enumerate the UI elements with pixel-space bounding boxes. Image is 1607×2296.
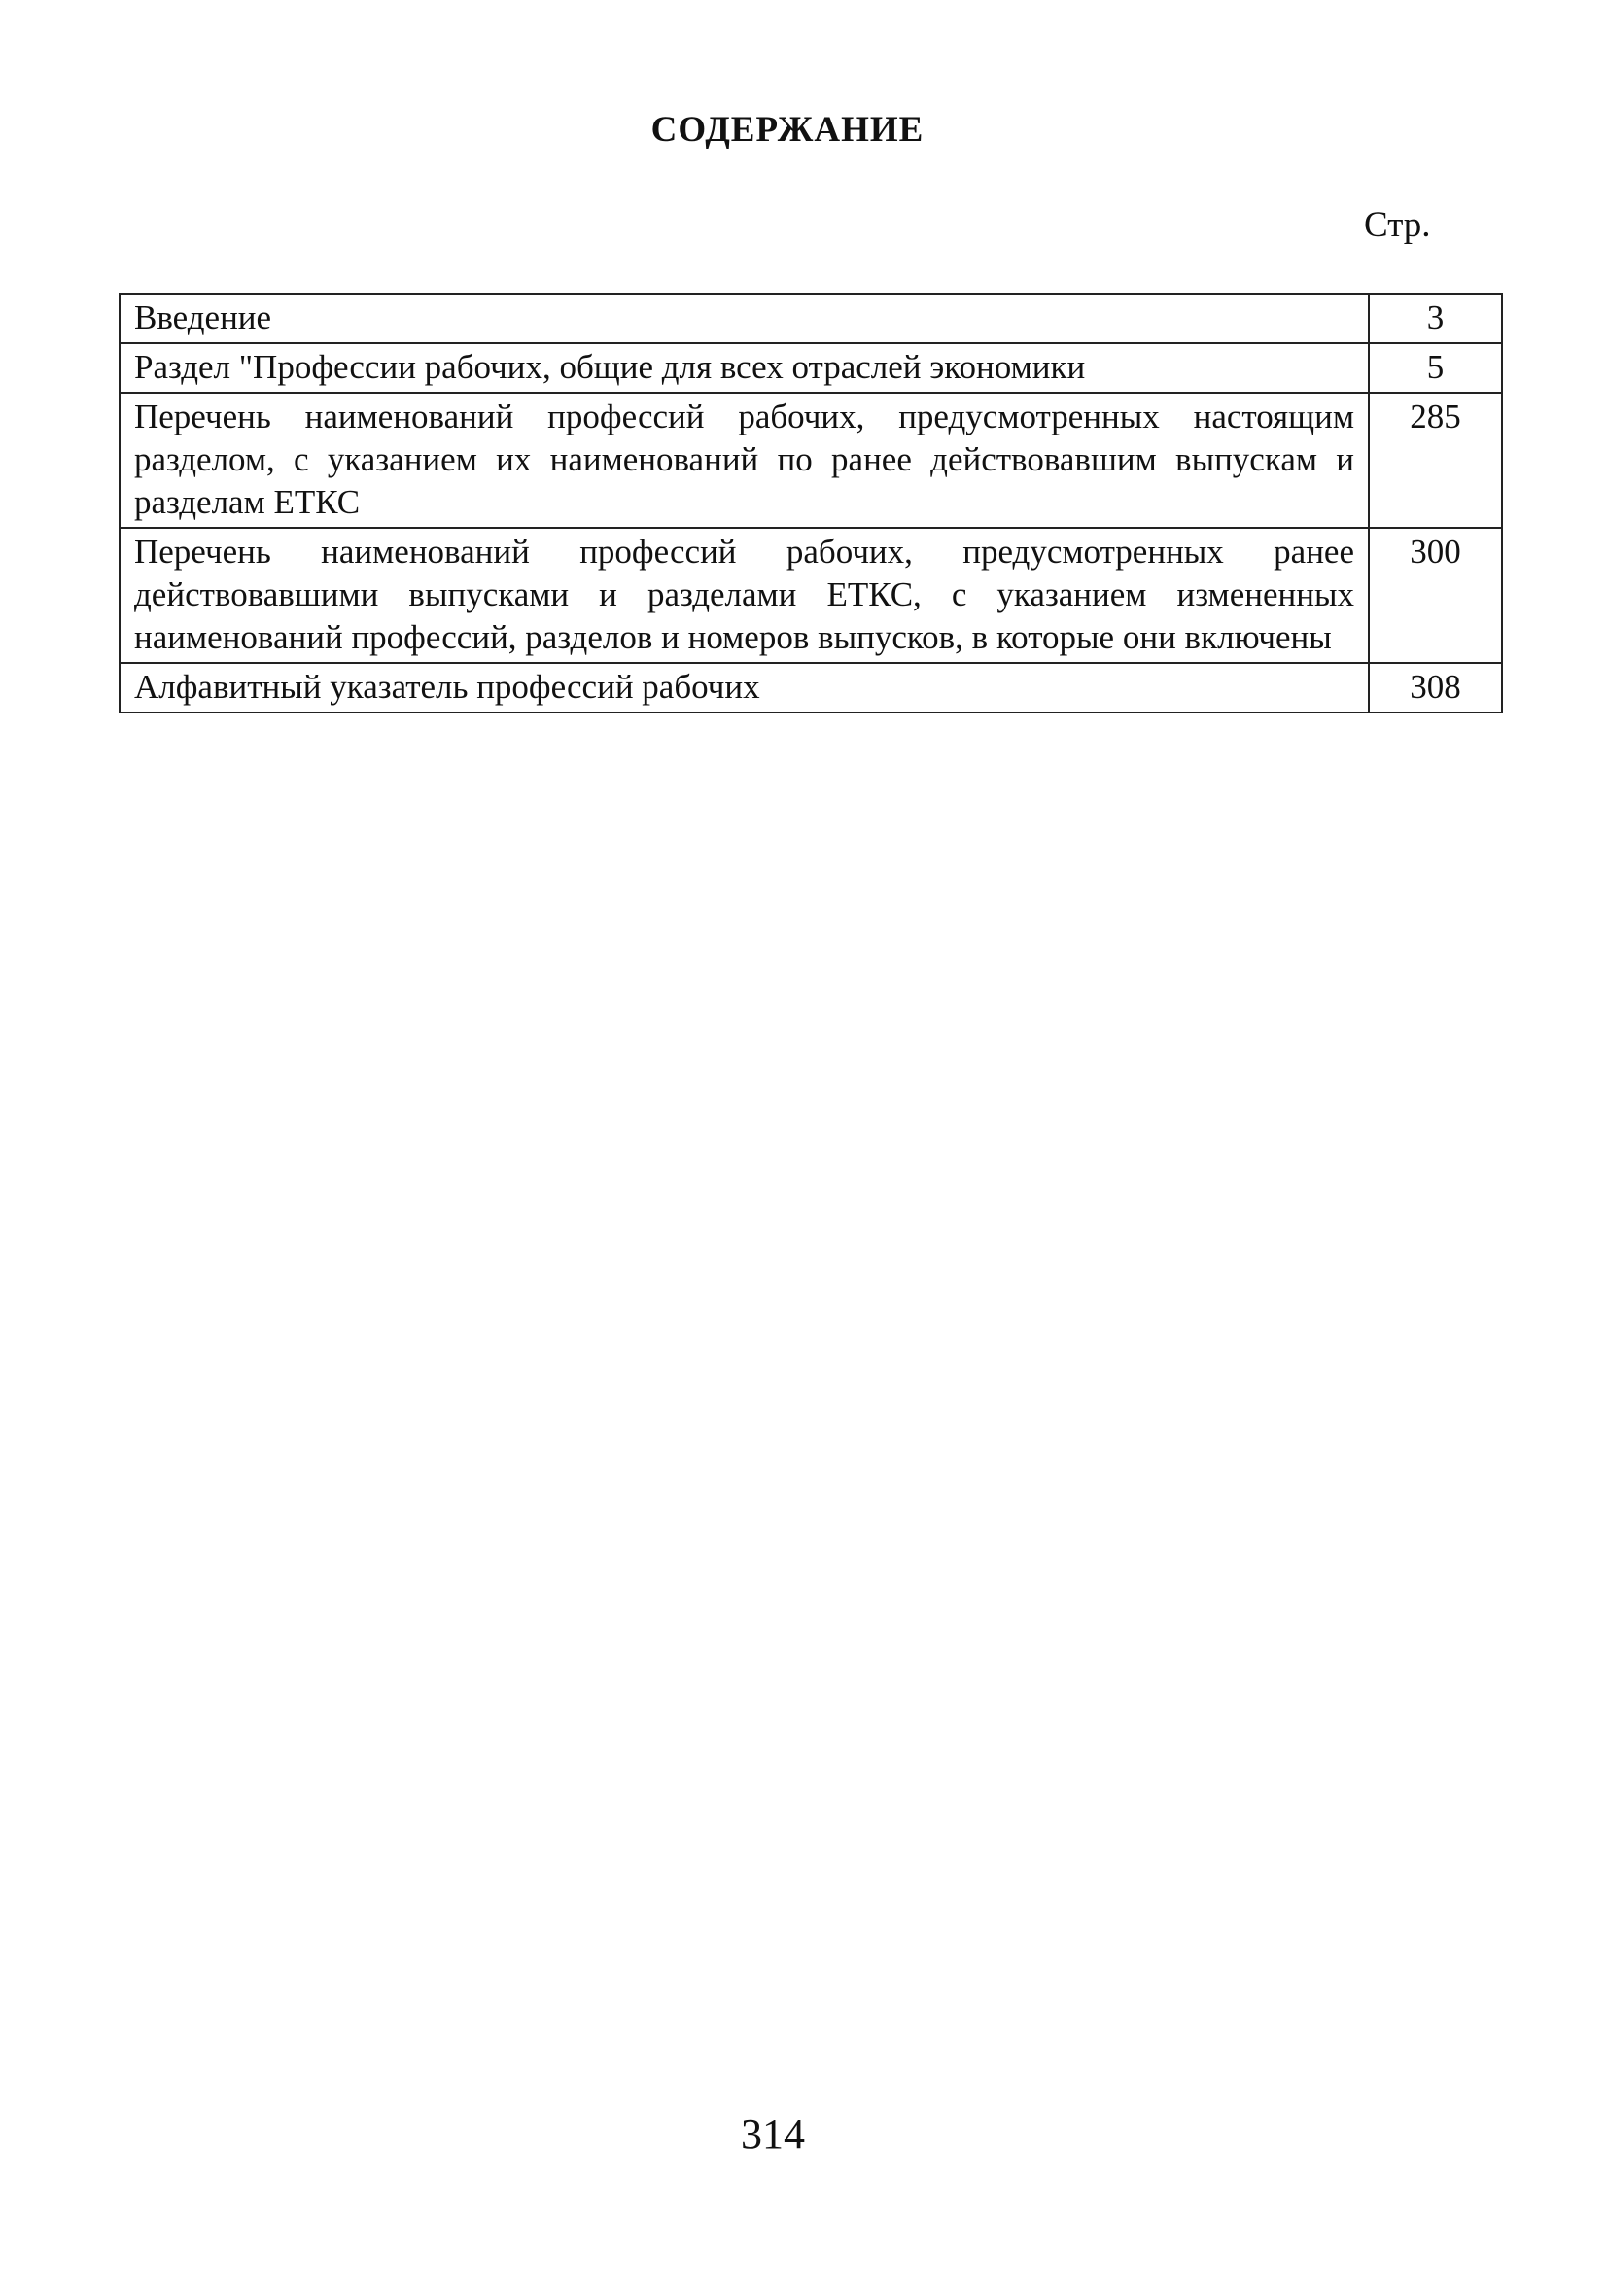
document-title: СОДЕРЖАНИЕ xyxy=(650,110,925,150)
toc-entry-text: Раздел "Профессии рабочих, общие для всех отраслей экономики xyxy=(120,343,1369,393)
toc-entry-text: Перечень наименований профессий рабочих, предусмотренных настоящим разделом, с указанием их наименований по ранее действовавшим выпускам и разделам ЕТКС xyxy=(120,393,1369,528)
toc-row xyxy=(120,393,1502,528)
footer-page-number: 314 xyxy=(741,2110,805,2158)
toc-entry-text: Введение xyxy=(120,294,1369,343)
page-column-label: Стр. xyxy=(1364,205,1431,245)
toc-row xyxy=(120,343,1502,393)
toc-row xyxy=(120,294,1502,343)
toc-entry-page: 3 xyxy=(1369,294,1502,343)
toc-entry-page: 285 xyxy=(1369,393,1502,528)
toc-entry-page: 300 xyxy=(1369,528,1502,663)
toc-entry-page: 308 xyxy=(1369,663,1502,713)
toc-table xyxy=(119,293,1503,713)
toc-row xyxy=(120,663,1502,713)
toc-row xyxy=(120,528,1502,663)
toc-entry-page: 5 xyxy=(1369,343,1502,393)
toc-entry-text: Алфавитный указатель профессий рабочих xyxy=(120,663,1369,713)
toc-entry-text: Перечень наименований профессий рабочих, предусмотренных ранее действовавшими выпусками и разделами ЕТКС, с указанием измененных наименований профессий, разделов и номеров выпусков, в которые они включены xyxy=(120,528,1369,663)
